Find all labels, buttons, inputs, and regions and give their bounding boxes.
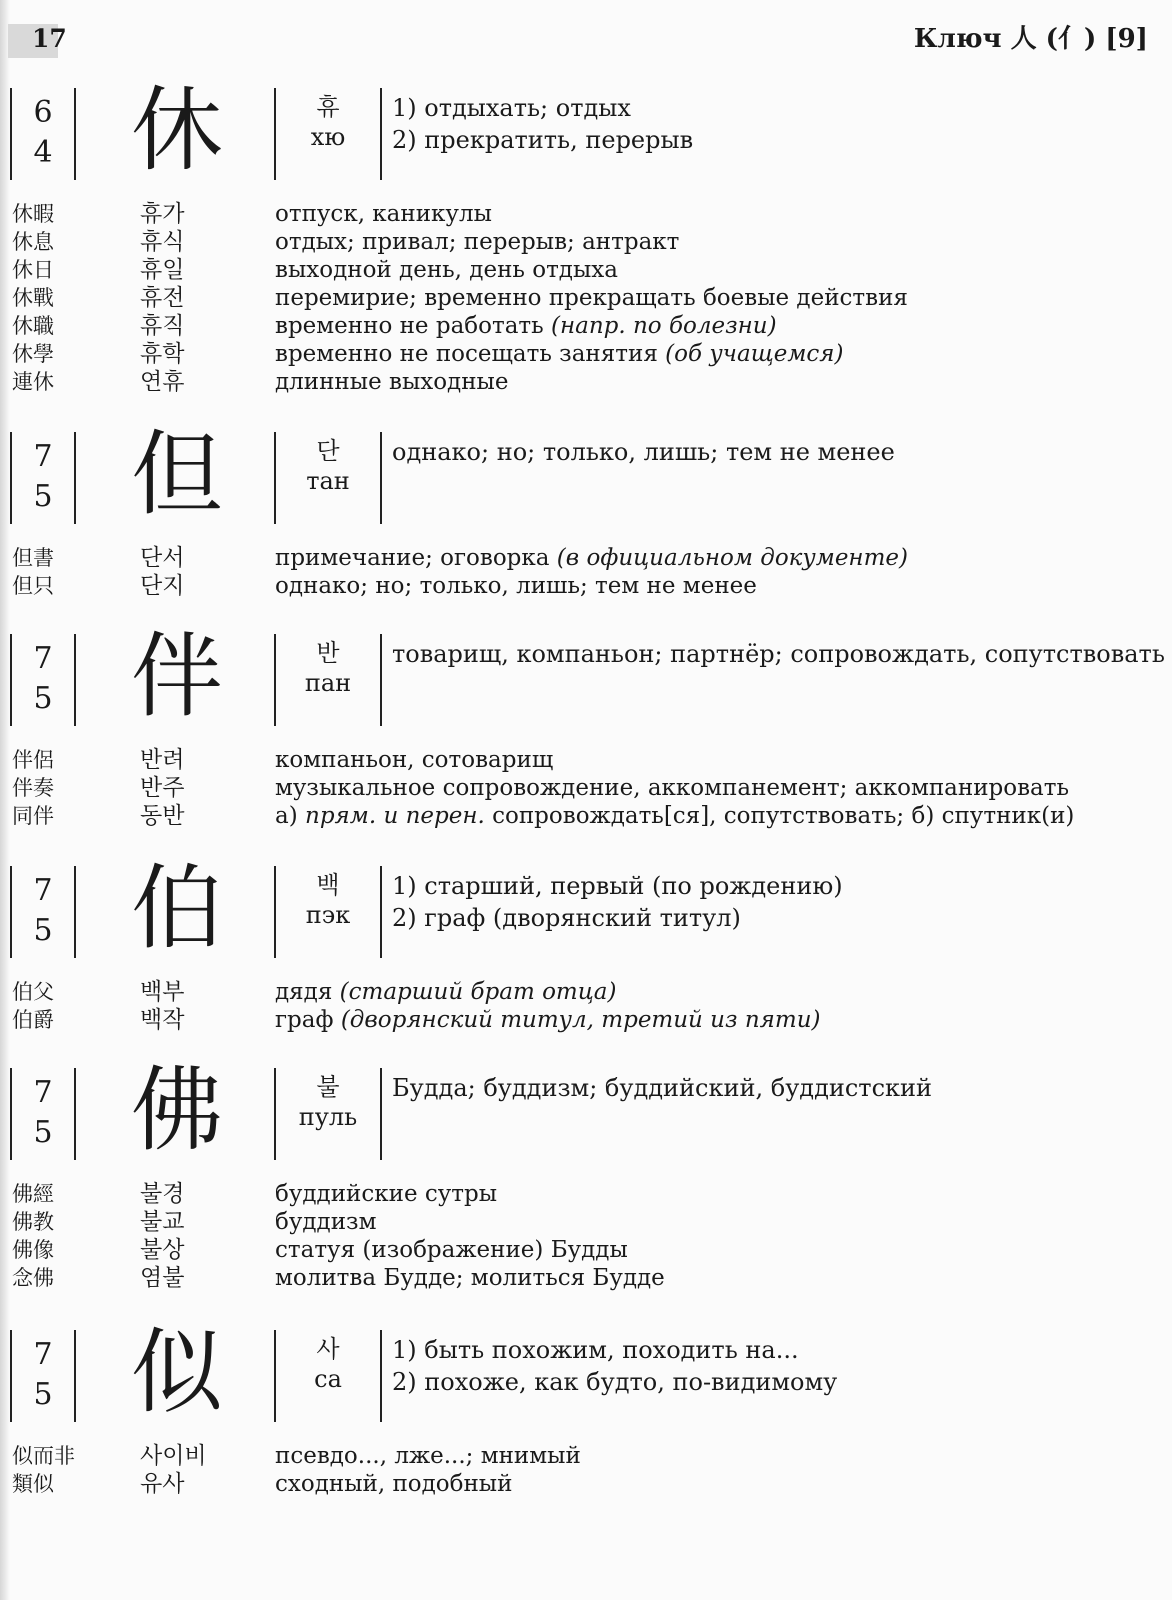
compound-hangul: 염불 (140, 1265, 185, 1291)
compound-definition (275, 312, 777, 340)
compound-hanzi: 連休 (12, 370, 54, 394)
definition-note: (дворянский титул, третий из пяти) (340, 1007, 821, 1033)
compound-hanzi: 伴奏 (12, 776, 54, 800)
compound-hanzi: 休暇 (12, 202, 54, 226)
compound-hangul: 단지 (140, 573, 185, 599)
entry-main-row (0, 1319, 1172, 1426)
compound-hangul: 불경 (140, 1181, 185, 1207)
hangul-reading: 백 (316, 871, 340, 899)
extra-strokes: 5 (33, 1377, 53, 1412)
compound-definition: музыкальное сопровождение, аккомпанемент; аккомпанировать (275, 775, 1070, 801)
total-strokes: 6 (33, 95, 53, 130)
compound-definition: отпуск, каникулы (275, 201, 492, 227)
extra-strokes: 4 (33, 135, 53, 170)
total-strokes: 7 (33, 641, 53, 676)
compound-row (0, 368, 1172, 396)
compound-row (0, 544, 1172, 572)
reading-box (274, 88, 382, 180)
compound-hangul: 휴식 (140, 229, 185, 255)
compound-hangul: 휴전 (140, 285, 185, 311)
definition-note: (старший брат отца) (339, 979, 617, 1005)
compound-row (0, 200, 1172, 228)
definition-text: сопровождать[ся], сопутствовать; б) спутник(и) (484, 803, 1075, 829)
meanings (392, 436, 1152, 468)
reading-box (274, 866, 382, 958)
compound-hangul: 불교 (140, 1209, 185, 1235)
compound-definition: псевдо..., лже...; мнимый (275, 1443, 581, 1469)
compound-row (0, 1006, 1172, 1034)
meaning-line: 2) похоже, как будто, по-видимому (392, 1368, 838, 1396)
headword-character: 似 (130, 1319, 223, 1426)
compound-definition: статуя (изображение) Будды (275, 1237, 628, 1263)
extra-strokes: 5 (33, 681, 53, 716)
compound-hangul: 반려 (140, 747, 185, 773)
compound-definition: компаньон, сотоварищ (275, 747, 554, 773)
headword-character: 伴 (130, 623, 223, 730)
compound-hangul: 휴직 (140, 313, 185, 339)
compound-hangul: 연휴 (140, 369, 185, 395)
compound-hanzi: 佛經 (12, 1182, 54, 1206)
definition-prefix: а) (275, 803, 305, 829)
compound-hanzi: 伴侶 (12, 748, 54, 772)
compound-hangul: 백작 (140, 1007, 185, 1033)
meaning-line: товарищ, компаньон; партнёр; сопровождать, сопутствовать (392, 640, 1165, 668)
compound-hanzi: 似而非 (12, 1444, 75, 1468)
compound-definition (275, 1006, 821, 1034)
page-number: 17 (32, 24, 67, 53)
definition-note: прям. и перен. (305, 803, 485, 829)
compound-definition: буддизм (275, 1209, 377, 1235)
entry-main-row (0, 623, 1172, 730)
compound-hangul: 백부 (140, 979, 185, 1005)
cyrillic-reading: хю (310, 123, 346, 151)
compound-hanzi: 但書 (12, 546, 54, 570)
definition-text: временно не посещать занятия (275, 341, 658, 367)
total-strokes: 7 (33, 439, 53, 474)
cyrillic-reading: тан (306, 467, 350, 495)
meaning-line: однако; но; только, лишь; тем не менее (392, 438, 895, 466)
compound-row (0, 1470, 1172, 1498)
headword-character: 休 (130, 77, 223, 184)
meanings (392, 92, 1152, 156)
compound-row (0, 1180, 1172, 1208)
compound-hangul: 동반 (140, 803, 185, 829)
definition-note: (напр. по болезни) (550, 313, 777, 339)
compound-definition (275, 978, 616, 1006)
cyrillic-reading: пэк (305, 901, 351, 929)
reading-box (274, 1068, 382, 1160)
compound-row (0, 1264, 1172, 1292)
compound-hangul: 유사 (140, 1471, 185, 1497)
definition-text: граф (275, 1007, 334, 1033)
compound-row (0, 774, 1172, 802)
compound-hanzi: 念佛 (12, 1266, 54, 1290)
extra-strokes: 5 (33, 1115, 53, 1150)
total-strokes: 7 (33, 1075, 53, 1110)
stroke-count-box (10, 1068, 76, 1160)
total-strokes: 7 (33, 1337, 53, 1372)
extra-strokes: 5 (33, 913, 53, 948)
meaning-line: 2) прекратить, перерыв (392, 126, 694, 154)
stroke-count-box (10, 634, 76, 726)
compound-hangul: 단서 (140, 545, 185, 571)
cyrillic-reading: са (314, 1365, 342, 1393)
meanings (392, 870, 1152, 934)
reading-box (274, 432, 382, 524)
meaning-line: Будда; буддизм; буддийский, буддистский (392, 1074, 933, 1102)
running-head: Ключ 人 (亻) [9] (913, 24, 1148, 54)
compound-hanzi: 伯爵 (12, 1008, 54, 1032)
compound-hangul: 사이비 (140, 1443, 207, 1469)
compound-definition: сходный, подобный (275, 1471, 513, 1497)
compound-row (0, 1442, 1172, 1470)
compound-hangul: 휴가 (140, 201, 185, 227)
headword-character: 伯 (130, 855, 223, 962)
compound-definition: молитва Будде; молиться Будде (275, 1265, 665, 1291)
entry-main-row (0, 1057, 1172, 1164)
compound-definition (275, 802, 1074, 830)
headword-character: 但 (130, 421, 223, 528)
stroke-count-box (10, 866, 76, 958)
compound-row (0, 746, 1172, 774)
hangul-reading: 반 (316, 639, 340, 667)
cyrillic-reading: пуль (298, 1103, 358, 1131)
compound-hanzi: 休戰 (12, 286, 54, 310)
total-strokes: 7 (33, 873, 53, 908)
stroke-count-box (10, 1330, 76, 1422)
compound-hanzi: 休職 (12, 314, 54, 338)
stroke-count-box (10, 88, 76, 180)
compound-definition: перемирие; временно прекращать боевые действия (275, 285, 908, 311)
headword-character: 佛 (130, 1057, 223, 1164)
compound-hangul: 휴일 (140, 257, 185, 283)
compound-row (0, 340, 1172, 368)
compound-row (0, 228, 1172, 256)
compound-hanzi: 同伴 (12, 804, 54, 828)
compound-definition: буддийские сутры (275, 1181, 498, 1207)
meaning-line: 1) старший, первый (по рождению) (392, 872, 843, 900)
meaning-line: 2) граф (дворянский титул) (392, 904, 741, 932)
compound-hanzi: 類似 (12, 1472, 54, 1496)
stroke-count-box (10, 432, 76, 524)
compound-hanzi: 但只 (12, 574, 54, 598)
compound-hanzi: 佛教 (12, 1210, 54, 1234)
cyrillic-reading: пан (304, 669, 352, 697)
compound-definition: выходной день, день отдыха (275, 257, 618, 283)
compound-hanzi: 伯父 (12, 980, 54, 1004)
compound-hangul: 휴학 (140, 341, 185, 367)
reading-box (274, 1330, 382, 1422)
extra-strokes: 5 (33, 479, 53, 514)
compound-row (0, 802, 1172, 830)
entry-main-row (0, 855, 1172, 962)
compound-row (0, 1236, 1172, 1264)
compound-row (0, 572, 1172, 600)
compound-row (0, 978, 1172, 1006)
compound-definition (275, 544, 908, 572)
compound-row (0, 284, 1172, 312)
compound-row (0, 312, 1172, 340)
meaning-line: 1) быть похожим, походить на... (392, 1336, 799, 1364)
meanings (392, 1072, 1152, 1104)
meanings (392, 638, 1165, 670)
compound-hangul: 불상 (140, 1237, 185, 1263)
definition-note: (об учащемся) (665, 341, 844, 367)
compound-hanzi: 休息 (12, 230, 54, 254)
definition-text: дядя (275, 979, 333, 1005)
entry-main-row (0, 77, 1172, 184)
definition-text: временно не работать (275, 313, 544, 339)
compound-definition: отдых; привал; перерыв; антракт (275, 229, 680, 255)
meaning-line: 1) отдыхать; отдых (392, 94, 631, 122)
compound-definition: однако; но; только, лишь; тем не менее (275, 573, 757, 599)
hangul-reading: 불 (316, 1073, 340, 1101)
compound-hanzi: 休學 (12, 342, 54, 366)
compound-definition: длинные выходные (275, 369, 509, 395)
compound-row (0, 256, 1172, 284)
compound-hanzi: 佛像 (12, 1238, 54, 1262)
compound-row (0, 1208, 1172, 1236)
definition-text: примечание; оговорка (275, 545, 550, 571)
definition-note: (в официальном документе) (556, 545, 908, 571)
reading-box (274, 634, 382, 726)
meanings (392, 1334, 1152, 1398)
hangul-reading: 단 (316, 437, 340, 465)
hangul-reading: 휴 (316, 93, 340, 121)
entry-main-row (0, 421, 1172, 528)
compound-definition (275, 340, 843, 368)
compound-hangul: 반주 (140, 775, 185, 801)
hangul-reading: 사 (316, 1335, 340, 1363)
compound-hanzi: 休日 (12, 258, 54, 282)
